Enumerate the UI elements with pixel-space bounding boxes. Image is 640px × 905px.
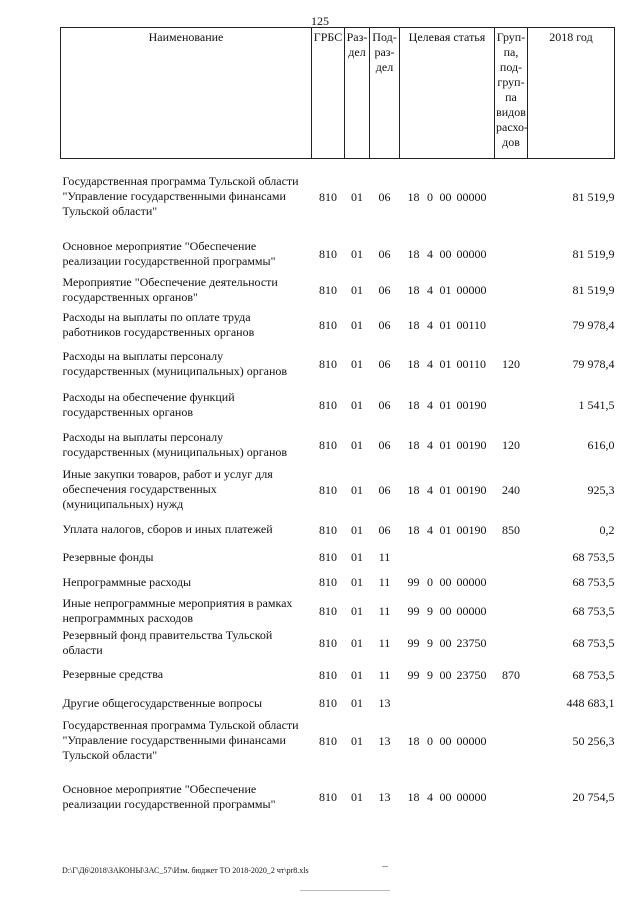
row-celevaya-part: 01	[439, 522, 452, 537]
row-celevaya	[400, 627, 495, 659]
row-vid	[495, 691, 528, 716]
table-row	[61, 659, 615, 691]
row-amount: 68 753,5	[572, 635, 615, 650]
row-grbs: 810	[319, 522, 337, 537]
row-celevaya	[400, 691, 495, 716]
row-celevaya-part: 18	[407, 733, 420, 748]
table-row	[61, 425, 615, 465]
row-name: Расходы на выплаты по оплате труда работников государственных органов	[62, 310, 255, 339]
row-razdel: 01	[351, 397, 363, 412]
budget-table-wrapper	[60, 27, 614, 828]
row-razdel: 01	[351, 733, 363, 748]
row-celevaya	[400, 570, 495, 595]
row-amount: 81 519,9	[572, 246, 615, 261]
row-podrazdel: 06	[378, 397, 391, 412]
row-celevaya-part: 00	[439, 246, 452, 261]
row-grbs: 810	[319, 550, 337, 564]
row-amount: 68 753,5	[572, 667, 615, 682]
row-name: Расходы на выплаты персоналу государственных (муниципальных) органов	[62, 429, 288, 459]
table-row	[61, 627, 615, 659]
row-celevaya	[400, 515, 495, 545]
header-name: Наименование	[61, 28, 312, 159]
row-celevaya-part: 4	[427, 437, 433, 452]
row-razdel: 01	[351, 437, 363, 452]
row-celevaya-part: 01	[439, 357, 452, 371]
row-celevaya-part: 18	[407, 522, 420, 537]
row-podrazdel: 13	[378, 733, 391, 748]
row-grbs: 810	[319, 397, 337, 412]
row-celevaya-part: 0	[427, 575, 433, 589]
row-celevaya-part: 00000	[456, 189, 487, 204]
row-razdel: 01	[351, 318, 363, 332]
row-name: Основное мероприятие "Обеспечение реализации государственной программы"	[62, 781, 276, 811]
row-name: Иные закупки товаров, работ и услуг для обеспечения государственных (муниципальных) нужд	[62, 467, 273, 511]
row-celevaya	[400, 545, 495, 570]
row-vid: 240	[502, 482, 520, 497]
row-celevaya-part: 00	[439, 603, 452, 618]
row-celevaya	[400, 235, 495, 273]
row-name: Расходы на обеспечение функций государственных органов	[62, 389, 235, 419]
row-celevaya-part: 4	[427, 522, 433, 537]
row-celevaya-part: 4	[427, 482, 433, 497]
row-podrazdel: 11	[378, 603, 391, 618]
row-celevaya	[400, 273, 495, 307]
row-grbs: 810	[319, 733, 337, 748]
row-grbs: 810	[319, 482, 337, 497]
row-grbs: 810	[319, 246, 337, 261]
row-grbs: 810	[319, 603, 337, 618]
row-celevaya	[400, 716, 495, 766]
row-celevaya-part: 00000	[456, 603, 487, 618]
row-celevaya-part: 01	[439, 318, 452, 332]
row-name: Государственная программа Тульской области "Управление государственными финансами Тульской области"	[62, 174, 299, 219]
row-celevaya-part: 00000	[456, 789, 487, 804]
table-row	[61, 235, 615, 273]
row-grbs: 810	[319, 357, 337, 371]
row-celevaya-part: 18	[407, 246, 420, 261]
table-row	[61, 344, 615, 385]
row-vid	[495, 273, 528, 307]
header-celevaya: Целевая статья	[400, 28, 495, 159]
row-celevaya-part: 00000	[456, 575, 487, 589]
row-vid	[495, 716, 528, 766]
row-podrazdel: 06	[378, 246, 391, 261]
row-amount: 0,2	[599, 522, 615, 537]
row-vid: 120	[502, 357, 520, 371]
row-celevaya-part: 00	[439, 575, 452, 589]
row-celevaya-part: 9	[427, 635, 433, 650]
row-celevaya-part: 01	[439, 482, 452, 497]
row-podrazdel: 11	[378, 635, 391, 650]
row-razdel: 01	[351, 667, 363, 682]
table-row	[61, 691, 615, 716]
row-celevaya-part: 00	[439, 635, 452, 650]
row-amount: 68 753,5	[572, 550, 615, 564]
table-row	[61, 159, 615, 235]
row-celevaya-part: 00110	[456, 318, 487, 332]
row-celevaya	[400, 659, 495, 691]
row-vid	[495, 570, 528, 595]
row-celevaya-part: 4	[427, 318, 433, 332]
row-vid	[495, 545, 528, 570]
row-celevaya-part: 18	[407, 789, 420, 804]
row-podrazdel: 11	[378, 575, 391, 589]
row-name: Основное мероприятие "Обеспечение реализации государственной программы"	[62, 238, 276, 268]
row-celevaya-part: 4	[427, 789, 433, 804]
row-name: Иные непрограммные мероприятия в рамках непрограммных расходов	[62, 595, 293, 625]
table-row	[61, 716, 615, 766]
row-vid: 850	[502, 522, 520, 537]
row-amount: 50 256,3	[572, 733, 615, 748]
row-celevaya-part: 0	[427, 189, 433, 204]
row-amount: 68 753,5	[572, 603, 615, 618]
row-podrazdel: 06	[378, 189, 391, 204]
row-celevaya-part: 00190	[456, 522, 487, 537]
row-amount: 79 978,4	[572, 357, 615, 371]
row-celevaya-part: 18	[407, 282, 420, 297]
scan-artifact	[382, 866, 388, 867]
row-razdel: 01	[351, 282, 363, 297]
row-vid: 870	[502, 667, 520, 682]
budget-table	[60, 27, 615, 828]
row-celevaya-part: 01	[439, 437, 452, 452]
row-vid	[495, 235, 528, 273]
table-row	[61, 545, 615, 570]
row-razdel: 01	[351, 482, 363, 497]
row-vid	[495, 385, 528, 425]
row-amount: 925,3	[587, 482, 615, 497]
header-grbs: ГРБС	[312, 28, 345, 159]
row-razdel: 01	[351, 550, 363, 564]
row-name: Резервные фонды	[62, 549, 154, 564]
row-celevaya-part: 99	[407, 635, 420, 650]
row-celevaya-part: 0	[427, 733, 433, 748]
row-celevaya-part: 23750	[456, 635, 487, 650]
row-razdel: 01	[351, 522, 363, 537]
row-celevaya-part: 4	[427, 357, 433, 371]
row-celevaya	[400, 425, 495, 465]
row-razdel: 01	[351, 575, 363, 589]
row-razdel: 01	[351, 357, 363, 371]
row-name: Резервные средства	[62, 667, 164, 681]
row-razdel: 01	[351, 189, 363, 204]
row-celevaya	[400, 344, 495, 385]
row-celevaya	[400, 595, 495, 627]
row-vid: 120	[502, 437, 520, 452]
row-vid	[495, 307, 528, 344]
page-number: 125	[311, 14, 329, 28]
row-celevaya-part: 00000	[456, 282, 487, 297]
table-row	[61, 385, 615, 425]
row-name: Мероприятие "Обеспечение деятельности государственных органов"	[62, 274, 278, 304]
header-year: 2018 год	[528, 28, 615, 159]
table-row	[61, 595, 615, 627]
file-path-footer: D:\Г\Д6\2018\ЗАКОНЫ\ЗАС_57\Изм. бюджет ТО 2018-2020_2 чт\pr8.xls	[62, 866, 309, 875]
row-grbs: 810	[319, 282, 337, 297]
row-grbs: 810	[319, 696, 337, 710]
row-amount: 81 519,9	[572, 189, 615, 204]
row-celevaya-part: 18	[407, 189, 420, 204]
row-vid	[495, 627, 528, 659]
row-amount: 1 541,5	[578, 397, 615, 412]
row-celevaya-part: 99	[407, 575, 420, 589]
row-grbs: 810	[319, 189, 337, 204]
header-razdel: Раз-дел	[345, 28, 370, 159]
row-name: Уплата налогов, сборов и иных платежей	[62, 522, 273, 536]
row-celevaya-part: 18	[407, 482, 420, 497]
row-razdel: 01	[351, 789, 363, 804]
row-razdel: 01	[351, 635, 363, 650]
row-razdel: 01	[351, 603, 363, 618]
row-celevaya	[400, 766, 495, 828]
row-name: Расходы на выплаты персоналу государственных (муниципальных) органов	[62, 349, 288, 378]
row-podrazdel: 13	[378, 696, 391, 710]
row-celevaya-part: 00190	[456, 482, 487, 497]
row-podrazdel: 06	[378, 282, 391, 297]
row-podrazdel: 06	[378, 482, 391, 497]
row-celevaya-part: 18	[407, 437, 420, 452]
row-celevaya-part: 00190	[456, 437, 487, 452]
row-celevaya-part: 4	[427, 282, 433, 297]
row-celevaya	[400, 159, 495, 235]
row-amount: 20 754,5	[572, 789, 615, 804]
row-vid	[495, 595, 528, 627]
row-celevaya-part: 99	[407, 603, 420, 618]
row-grbs: 810	[319, 635, 337, 650]
row-celevaya-part: 01	[439, 397, 452, 412]
row-podrazdel: 06	[378, 357, 391, 371]
row-podrazdel: 13	[378, 789, 391, 804]
row-celevaya-part: 00	[439, 189, 452, 204]
header-gruppa: Груп-па, под-груп-па видов расхо-дов	[495, 28, 528, 159]
row-celevaya-part: 00190	[456, 397, 487, 412]
row-podrazdel: 06	[378, 437, 391, 452]
row-amount: 81 519,9	[572, 282, 615, 297]
row-celevaya-part: 18	[407, 397, 420, 412]
row-celevaya-part: 4	[427, 397, 433, 412]
scan-artifact	[300, 890, 390, 891]
row-celevaya-part: 23750	[456, 667, 487, 682]
row-celevaya-part: 99	[407, 667, 420, 682]
row-celevaya-part: 01	[439, 282, 452, 297]
row-celevaya-part: 18	[407, 318, 420, 332]
table-row	[61, 515, 615, 545]
row-celevaya-part: 00	[439, 733, 452, 748]
row-celevaya-part: 9	[427, 603, 433, 618]
header-podrazdel: Под-раз-дел	[370, 28, 400, 159]
row-celevaya-part: 00110	[456, 357, 487, 371]
row-grbs: 810	[319, 667, 337, 682]
table-row	[61, 766, 615, 828]
row-amount: 616,0	[587, 437, 615, 452]
row-amount: 68 753,5	[572, 575, 615, 589]
row-amount: 79 978,4	[572, 318, 615, 332]
row-celevaya	[400, 385, 495, 425]
row-grbs: 810	[319, 437, 337, 452]
table-body	[61, 159, 615, 828]
row-celevaya-part: 9	[427, 667, 433, 682]
row-podrazdel: 06	[378, 318, 391, 332]
row-celevaya-part: 00	[439, 667, 452, 682]
row-amount: 448 683,1	[566, 696, 615, 710]
row-name: Резервный фонд правительства Тульской области	[62, 627, 273, 657]
row-name: Другие общегосударственные вопросы	[62, 695, 263, 710]
row-grbs: 810	[319, 318, 337, 332]
table-row	[61, 465, 615, 515]
row-grbs: 810	[319, 789, 337, 804]
table-row	[61, 570, 615, 595]
row-vid	[495, 766, 528, 828]
row-celevaya	[400, 307, 495, 344]
row-podrazdel: 11	[378, 550, 391, 564]
row-celevaya	[400, 465, 495, 515]
row-celevaya-part: 4	[427, 246, 433, 261]
row-celevaya-part: 00	[439, 789, 452, 804]
row-name: Государственная программа Тульской области "Управление государственными финансами Тульской области"	[62, 718, 299, 762]
row-celevaya-part: 18	[407, 357, 420, 371]
row-podrazdel: 06	[378, 522, 391, 537]
table-row	[61, 307, 615, 344]
row-vid	[495, 159, 528, 235]
row-podrazdel: 11	[378, 667, 391, 682]
row-name: Непрограммные расходы	[62, 574, 192, 589]
table-header-row	[61, 28, 615, 159]
row-grbs: 810	[319, 575, 337, 589]
row-razdel: 01	[351, 696, 363, 710]
row-celevaya-part: 00000	[456, 733, 487, 748]
row-razdel: 01	[351, 246, 363, 261]
row-celevaya-part: 00000	[456, 246, 487, 261]
table-row	[61, 273, 615, 307]
